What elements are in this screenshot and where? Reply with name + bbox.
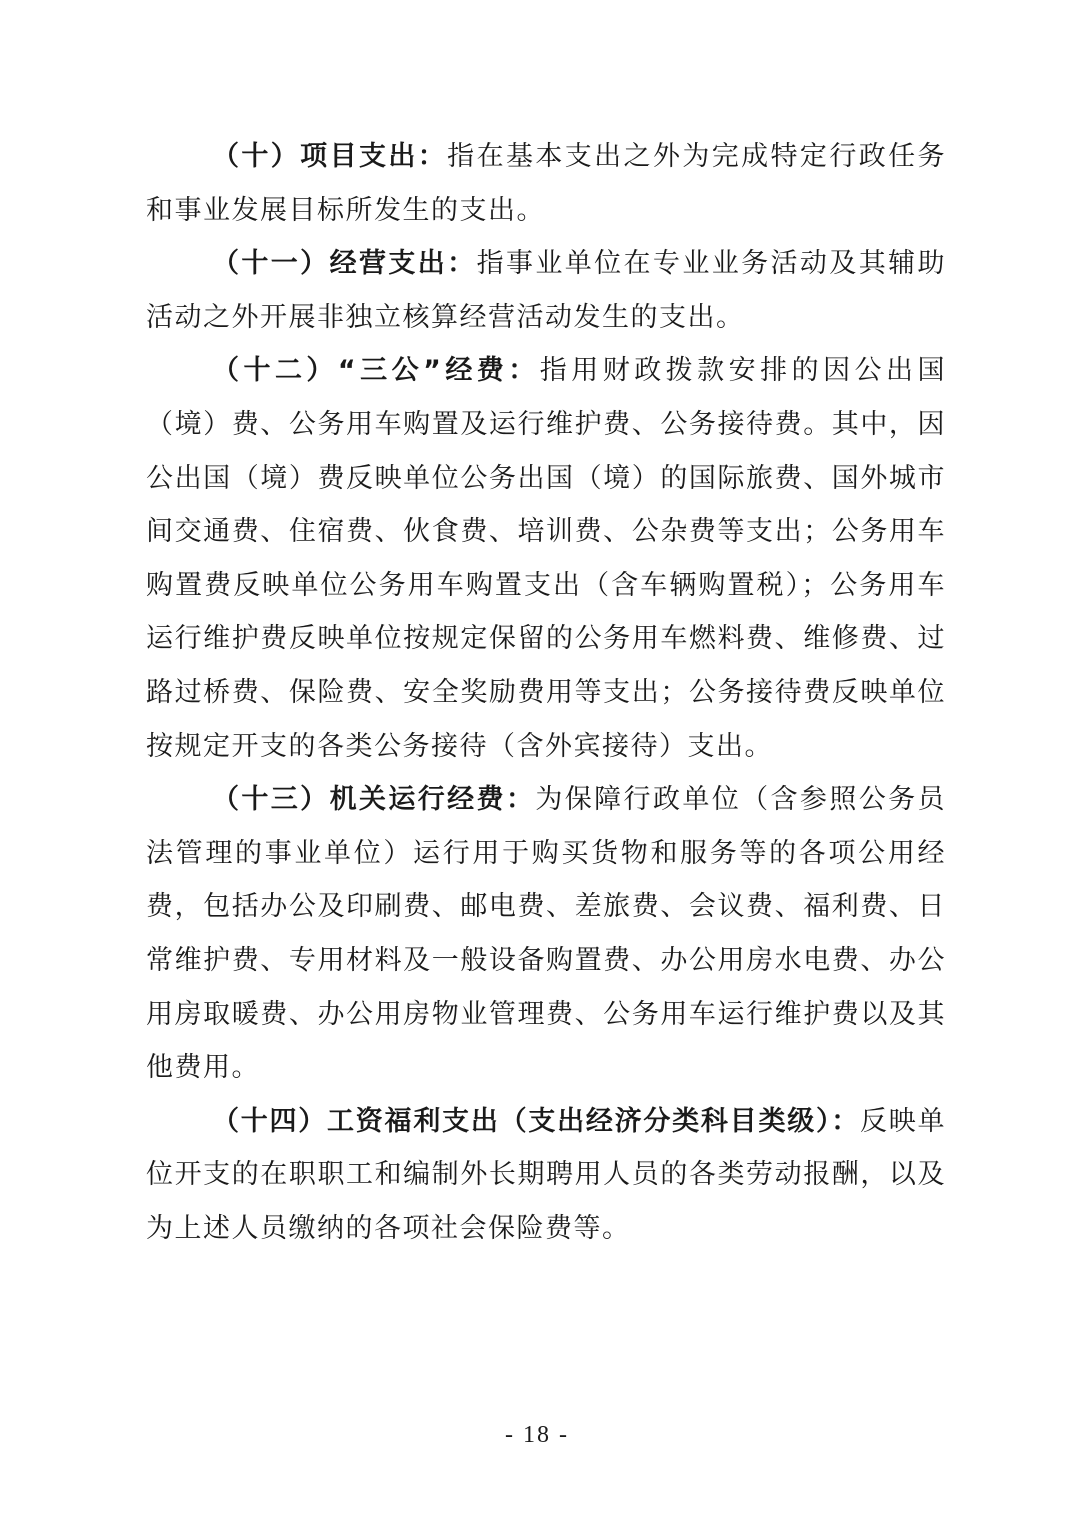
document-body bbox=[146, 130, 946, 1255]
paragraph-operating-expenditure bbox=[146, 237, 946, 344]
term-three-public-expenses: （十二）“三公”经费： bbox=[212, 355, 540, 387]
term-operating-expenditure: （十一）经营支出： bbox=[212, 248, 477, 280]
paragraph-wage-welfare-expenditure bbox=[146, 1095, 946, 1256]
definition-wage-welfare-expenditure: 反映单位开支的在职职工和编制外长期聘用人员的各类劳动报酬，以及为上述人员缴纳的各项社会保险费等。 bbox=[146, 1105, 947, 1244]
paragraph-three-public-expenses bbox=[146, 344, 946, 773]
definition-operating-expenditure: 指事业单位在专业业务活动及其辅助活动之外开展非独立核算经营活动发生的支出。 bbox=[146, 248, 946, 333]
term-agency-operating-funds: （十三）机关运行经费： bbox=[212, 784, 536, 816]
definition-project-expenditure: 指在基本支出之外为完成特定行政任务和事业发展目标所发生的支出。 bbox=[146, 141, 947, 226]
term-wage-welfare-expenditure: （十四）工资福利支出（支出经济分类科目类级）： bbox=[212, 1105, 860, 1137]
page-number: - 18 - bbox=[505, 1422, 569, 1448]
definition-three-public-expenses: 指用财政拨款安排的因公出国（境）费、公务用车购置及运行维护费、公务接待费。其中，因公出国（境）费反映单位公务出国（境）的国际旅费、国外城市间交通费、住宿费、伙食费、培训费、公杂费等支出；公务用车购置费反映单位公务用车购置支出（含车辆购置税）；公务用车运行维护费反映单位按规定保留的公务用车燃料费、维修费、过路过桥费、保险费、安全奖励费用等支出；公务接待费反映单位按规定开支的各类公务接待（含外宾接待）支出。 bbox=[146, 355, 947, 762]
paragraph-project-expenditure bbox=[146, 130, 946, 237]
definition-agency-operating-funds: 为保障行政单位（含参照公务员法管理的事业单位）运行用于购买货物和服务等的各项公用经费，包括办公及印刷费、邮电费、差旅费、会议费、福利费、日常维护费、专用材料及一般设备购置费、办公用房水电费、办公用房取暖费、办公用房物业管理费、公务用车运行维护费以及其他费用。 bbox=[146, 784, 947, 1084]
term-project-expenditure: （十）项目支出： bbox=[212, 141, 448, 172]
paragraph-agency-operating-funds bbox=[146, 773, 946, 1095]
